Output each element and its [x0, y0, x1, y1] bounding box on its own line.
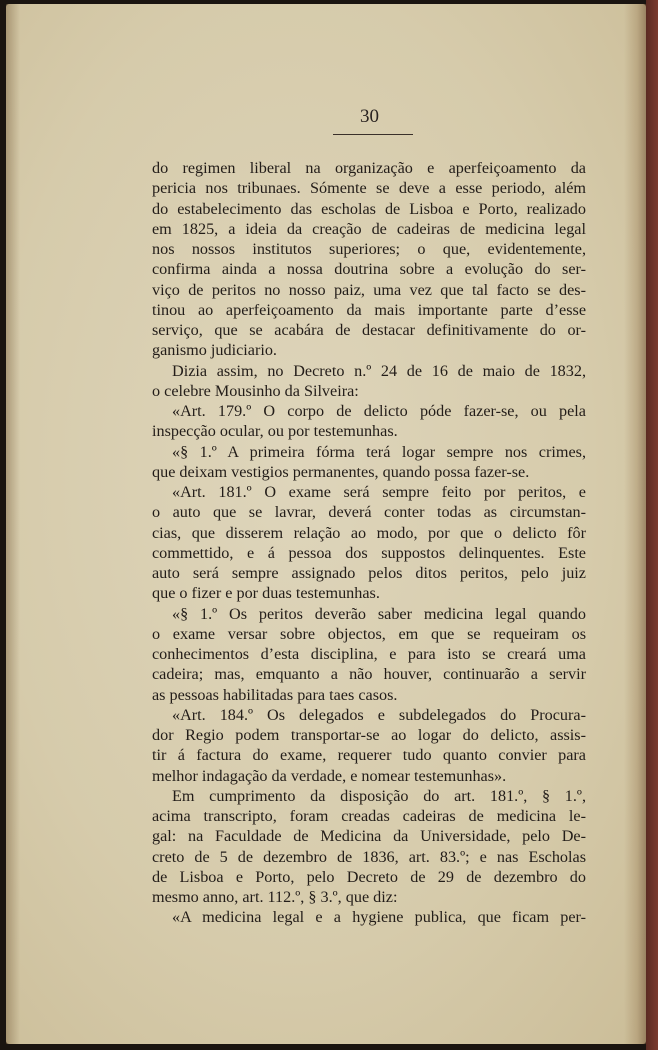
text-line: o exame versar sobre objectos, em que se requeiram os: [152, 624, 586, 643]
text-line: «Art. 181.º O exame será sempre feito por peritos, e: [172, 483, 586, 501]
text-line: que o fizer e por duas testemunhas.: [152, 584, 380, 603]
header-rule: [333, 134, 413, 135]
body-text: [152, 158, 586, 928]
text-line: mesmo anno, art. 112.º, § 3.º, que diz:: [152, 888, 398, 906]
page-number: 30: [360, 106, 379, 127]
text-line: ganismo judiciario.: [152, 341, 277, 360]
text-line: dor Regio podem transportar-se ao logar do delicto, assis-: [152, 726, 586, 744]
page-left-shadow: [6, 4, 20, 1044]
text-line: auto será sempre assignado pelos ditos peritos, pelo juiz: [152, 564, 586, 582]
text-line: tir á factura do exame, requerer tudo quanto convier para: [152, 746, 586, 765]
text-line: «§ 1.º A primeira fórma terá logar sempre nos crimes,: [172, 442, 586, 461]
text-line: «Art. 179.º O corpo de delicto póde fazer-se, ou pela: [172, 402, 586, 420]
text-line: tinou ao aperfeiçoamento da mais importante parte d’esse: [152, 300, 586, 319]
text-line: de Lisboa e Porto, pelo Decreto de 29 de dezembro do: [152, 867, 586, 886]
text-line: creto de 5 de dezembro de 1836, art. 83.º; e nas Escholas: [152, 847, 586, 866]
text-line: em 1825, a ideia da creação de cadeiras de medicina legal: [152, 219, 586, 238]
text-line: do regimen liberal na organização e aperfeiçoamento da: [152, 159, 586, 177]
text-line: melhor indagação da verdade, e nomear testemunhas».: [152, 766, 507, 785]
text-line: do estabelecimento das escholas de Lisboa e Porto, realizado: [152, 199, 586, 218]
text-line: confirma ainda a nossa doutrina sobre a evolução do ser-: [152, 260, 586, 279]
text-line: serviço, que se acabára de destacar definitivamente do or-: [152, 321, 586, 339]
text-line: «§ 1.º Os peritos deverão saber medicina legal quando: [172, 604, 586, 623]
text-line: Em cumprimento da disposição do art. 181.º, § 1.º,: [172, 786, 586, 805]
text-line: pericia nos tribunaes. Sómente se deve a esse periodo, além: [152, 179, 586, 198]
text-line: viço de peritos no nosso paiz, uma vez que tal facto se des-: [152, 280, 586, 299]
text-line: acima transcripto, foram creadas cadeiras de medicina le-: [152, 807, 586, 825]
text-line: que deixam vestigios permanentes, quando possa fazer-se.: [152, 462, 530, 481]
text-line: o auto que se lavrar, deverá conter todas as circumstan-: [152, 503, 586, 522]
text-line: as pessoas habilitadas para taes casos.: [152, 685, 398, 704]
page-right-shadow: [624, 4, 646, 1044]
text-line: cadeira; mas, emquanto a não houver, continuarão a servir: [152, 665, 586, 684]
text-line: conhecimentos d’esta disciplina, e para isto se creará uma: [152, 645, 586, 663]
text-line: cias, que disserem relação ao modo, por que o delicto fôr: [152, 523, 586, 542]
text-line: o celebre Mousinho da Silveira:: [152, 381, 359, 400]
text-line: gal: na Faculdade de Medicina da Universidade, pelo De-: [152, 827, 586, 846]
text-line: «A medicina legal e a hygiene publica, que ficam per-: [172, 908, 586, 927]
book-cover-edge: [646, 0, 658, 1050]
text-line: inspecção ocular, ou por testemunhas.: [152, 422, 398, 441]
text-line: «Art. 184.º Os delegados e subdelegados do Procura-: [172, 705, 586, 724]
text-line: commettido, e á pessoa dos suppostos delinquentes. Este: [152, 543, 586, 562]
text-line: Dizia assim, no Decreto n.º 24 de 16 de maio de 1832,: [172, 361, 586, 380]
text-line: nos nossos institutos superiores; o que, evidentemente,: [152, 240, 586, 258]
